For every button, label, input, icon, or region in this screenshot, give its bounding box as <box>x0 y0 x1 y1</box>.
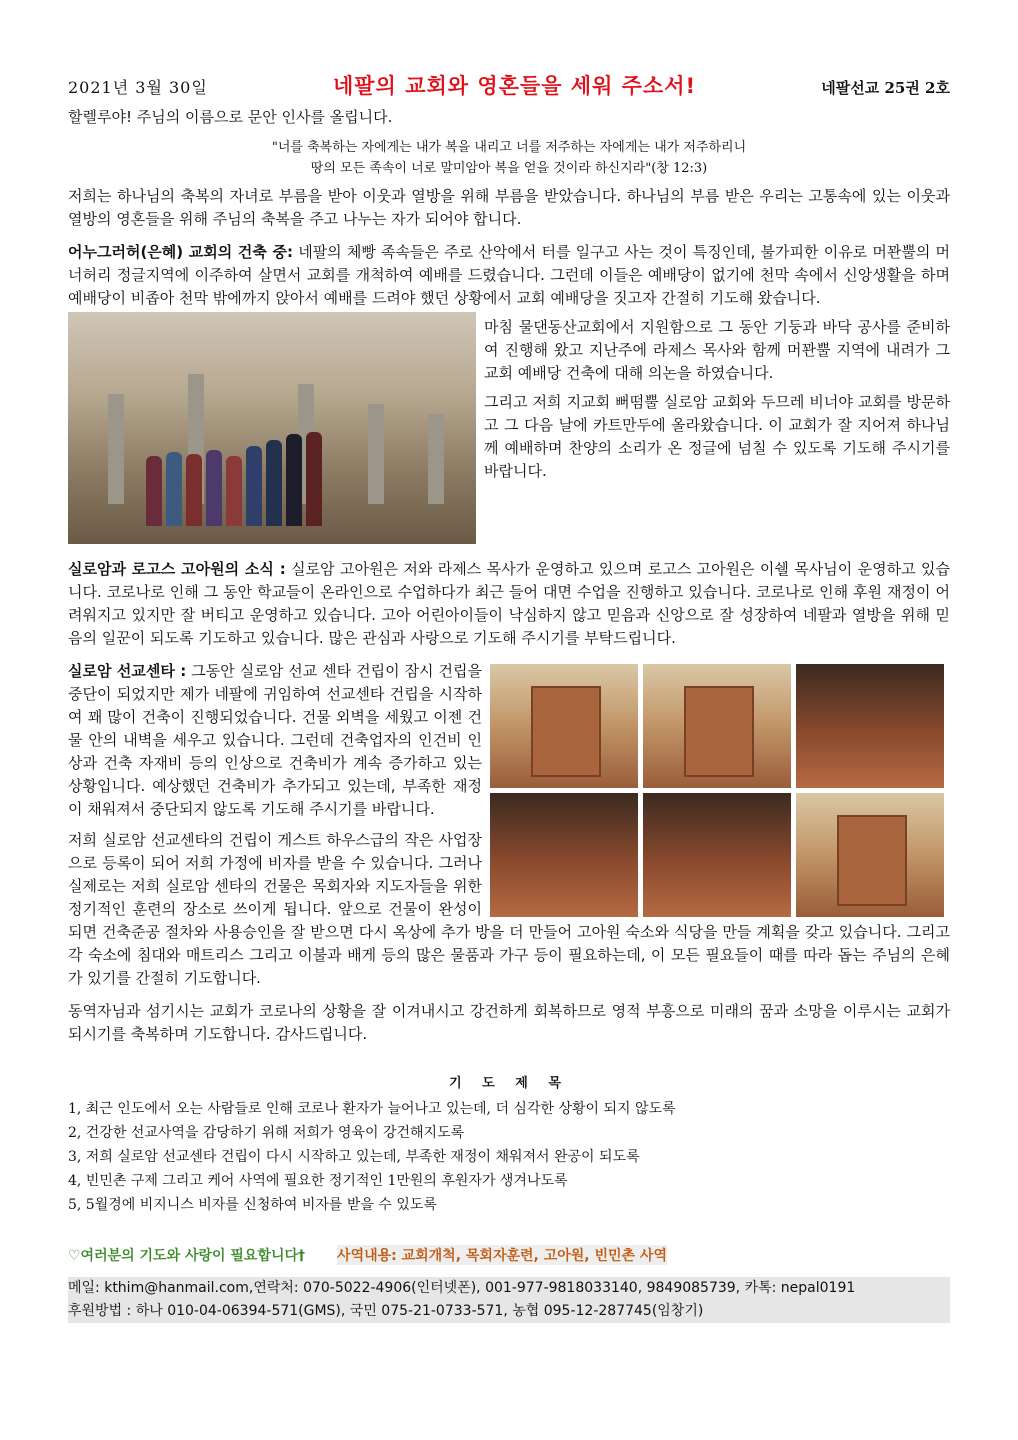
prayer-request-text: ♡여러분의 기도와 사랑이 필요합니다† <box>68 1248 306 1264</box>
section3-heading: 실로암 선교센타 : <box>68 662 187 680</box>
section1-heading: 어누그러허(은혜) 교회의 건축 중: <box>68 243 294 261</box>
section1-para3: 그리고 저희 지교회 뻐떰뿔 실로암 교회와 두므레 비너야 교회를 방문하고 그 다음 날에 카트만두에 올라왔습니다. 이 교회가 잘 지어져 하나님께 예배하며 찬양의 소리가 온 정글에 넘칠 수 있도록 기도해 주시기를 바랍니다. <box>484 393 950 480</box>
closing-paragraph: 동역자님과 섬기시는 교회가 코로나의 상황을 잘 이겨내시고 강건하게 회복하므로 영적 부흥으로 미래의 꿈과 소망을 이루시는 교회가 되시기를 축복하며 기도합니다. 감사드립니다. <box>68 1002 950 1043</box>
prayer-item: 3, 저희 실로암 선교센타 건립이 다시 시작하고 있는데, 부족한 재정이 채워져서 완공이 되도록 <box>68 1149 640 1165</box>
volume-number: 네팔선교 25권 2호 <box>821 79 950 97</box>
header <box>68 70 950 104</box>
construction-photo-3 <box>796 664 944 788</box>
footer-banner <box>68 1245 950 1265</box>
greeting: 할렐루야! 주님의 이름으로 문안 인사를 올립니다. <box>68 108 393 126</box>
bible-verse <box>68 137 950 179</box>
section-mission-center <box>68 660 950 990</box>
verse-line-2: 땅의 모든 족속이 너로 말미암아 복을 얻을 것이라 하신지라"(창 12:3) <box>310 161 708 176</box>
donation-line: 후원방법 : 하나 010-04-06394-571(GMS), 국민 075-21-0733-571, 농협 095-12-287745(임창기) <box>68 1300 950 1323</box>
section-church-building <box>68 241 950 548</box>
construction-photo-6 <box>796 793 944 917</box>
section2-body: 실로암 고아원은 저와 라제스 목사가 운영하고 있으며 로고스 고아원은 이쉘 목사님이 운영하고 있습니다. 코로나로 인해 그 동안 학교들이 온라인으로 수업하다가 최근 들어 대면 수업을 진행하고 있습니다. 코로나로 인해 후원 재정이 어려워지고 있지만 잘 버티고 운영하고 있습니다. 고아 어린아이들이 낙심하지 않고 믿음과 신앙으로 잘 성장하여 네팔과 열방을 위해 믿음의 일꾼이 되도록 기도하고 있습니다. 많은 관심과 사랑으로 기도해 주시기를 부탁드립니다. <box>68 560 950 647</box>
prayer-item: 1, 최근 인도에서 오는 사람들로 인해 코로나 환자가 늘어나고 있는데, 더 심각한 상황이 되지 않도록 <box>68 1101 676 1117</box>
page-title: 네팔의 교회와 영혼들을 세워 주소서! <box>332 74 697 98</box>
prayer-item: 5, 5월경에 비지니스 비자를 신청하여 비자를 받을 수 있도록 <box>68 1197 437 1213</box>
section3-para2: 저희 실로암 선교센타의 건립이 게스트 하우스급의 작은 사업장으로 등록이 되어 저희 가정에 비자를 받을 수 있습니다. 그러나 실제로는 저희 실로암 센타의 건물은 목회자와 지도자들을 위한 정기적인 훈련의 장소로 쓰이게 됩니다. 앞으로 건물이 완성이 되면 건축준공 절차와 사용승인을 잘 받으면 다시 옥상에 추가 방을 더 만들어 고아원 숙소와 식당을 만들 계획을 갖고 있습니다. 그리고 각 숙소에 침대와 매트리스 그리고 이불과 배게 등의 많은 물품과 가구 등이 필요하는데, 이 모든 필요들이 때를 따라 돕는 주님의 은혜가 있기를 간절히 기도합니다. <box>68 831 950 987</box>
contact-line: 메일: kthim@hanmail.com,연락처: 070-5022-4906(인터넷폰), 001-977-9818033140, 9849085739, 카톡: nepal0191 <box>68 1277 950 1300</box>
construction-photo-5 <box>643 793 791 917</box>
section-orphanage <box>68 558 950 650</box>
construction-photo-1 <box>490 664 638 788</box>
contact-info <box>68 1277 950 1323</box>
prayer-heading: 기 도 제 목 <box>449 1076 569 1091</box>
people-figures <box>146 416 386 526</box>
prayer-item: 2, 건강한 선교사역을 감당하기 위해 저희가 영육이 강건해지도록 <box>68 1125 465 1141</box>
section1-para2: 마침 물댄동산교회에서 지원함으로 그 동안 기둥과 바닥 공사를 준비하여 진행해 왔고 지난주에 라제스 목사와 함께 머꽌뿔 지역에 내려가 그 교회 예배당 건축에 대해 의논을 하였습니다. <box>484 318 950 382</box>
construction-photo-2 <box>643 664 791 788</box>
section3-para1: 그동안 실로암 선교 센타 건립이 잠시 건립을 중단이 되었지만 제가 네팔에 귀임하여 선교센타 건립을 시작하여 꽤 많이 건축이 진행되었습니다. 건물 외벽을 세웠고 이젠 건물 안의 내벽을 세우고 있습니다. 그런데 건축업자의 인건비 인상과 건축 자재비 등의 인상으로 건축비가 계속 증가하고 있는 상황입니다. 예상했던 건축비가 추가되고 있는데, 부족한 재정이 채워져서 중단되지 않도록 기도해 주시기를 바랍니다. <box>68 662 482 818</box>
verse-line-1: "너를 축복하는 자에게는 내가 복을 내리고 너를 저주하는 자에게는 내가 저주하리니 <box>271 140 747 155</box>
section2-heading: 실로암과 로고스 고아원의 소식 : <box>68 560 286 578</box>
ministry-text: 사역내용: 교회개척, 목회자훈련, 고아원, 빈민촌 사역 <box>337 1245 667 1265</box>
intro-paragraph: 저희는 하나님의 축복의 자녀로 부름을 받아 이웃과 열방을 위해 부름을 받았습니다. 하나님의 부름 받은 우리는 고통속에 있는 이웃과 열방의 영혼들을 위해 주님의 축복을 주고 나누는 자가 되어야 합니다. <box>68 187 950 228</box>
section1-para1: 네팔의 체빵 족속들은 주로 산악에서 터를 일구고 사는 것이 특징인데, 불가피한 이유로 머꽌뿔의 머너허리 정글지역에 이주하여 살면서 교회를 개척하여 예배를 드렸습니다. 그런데 이들은 예배당이 없기에 천막 속에서 신앙생활을 하며 예배당이 비좁아 천막 밖에까지 앉아서 예배를 드려야 했던 상황에서 교회 예배당을 짓고자 간절히 기도해 왔습니다. <box>68 243 950 307</box>
church-group-photo <box>68 312 476 544</box>
prayer-list <box>68 1097 950 1217</box>
construction-photo-4 <box>490 793 638 917</box>
newsletter-page <box>68 70 950 1323</box>
date: 2021년 3월 30일 <box>68 78 208 97</box>
construction-photo-grid <box>490 664 950 917</box>
prayer-item: 4, 빈민촌 구제 그리고 케어 사역에 필요한 정기적인 1만원의 후원자가 생겨나도록 <box>68 1173 568 1189</box>
